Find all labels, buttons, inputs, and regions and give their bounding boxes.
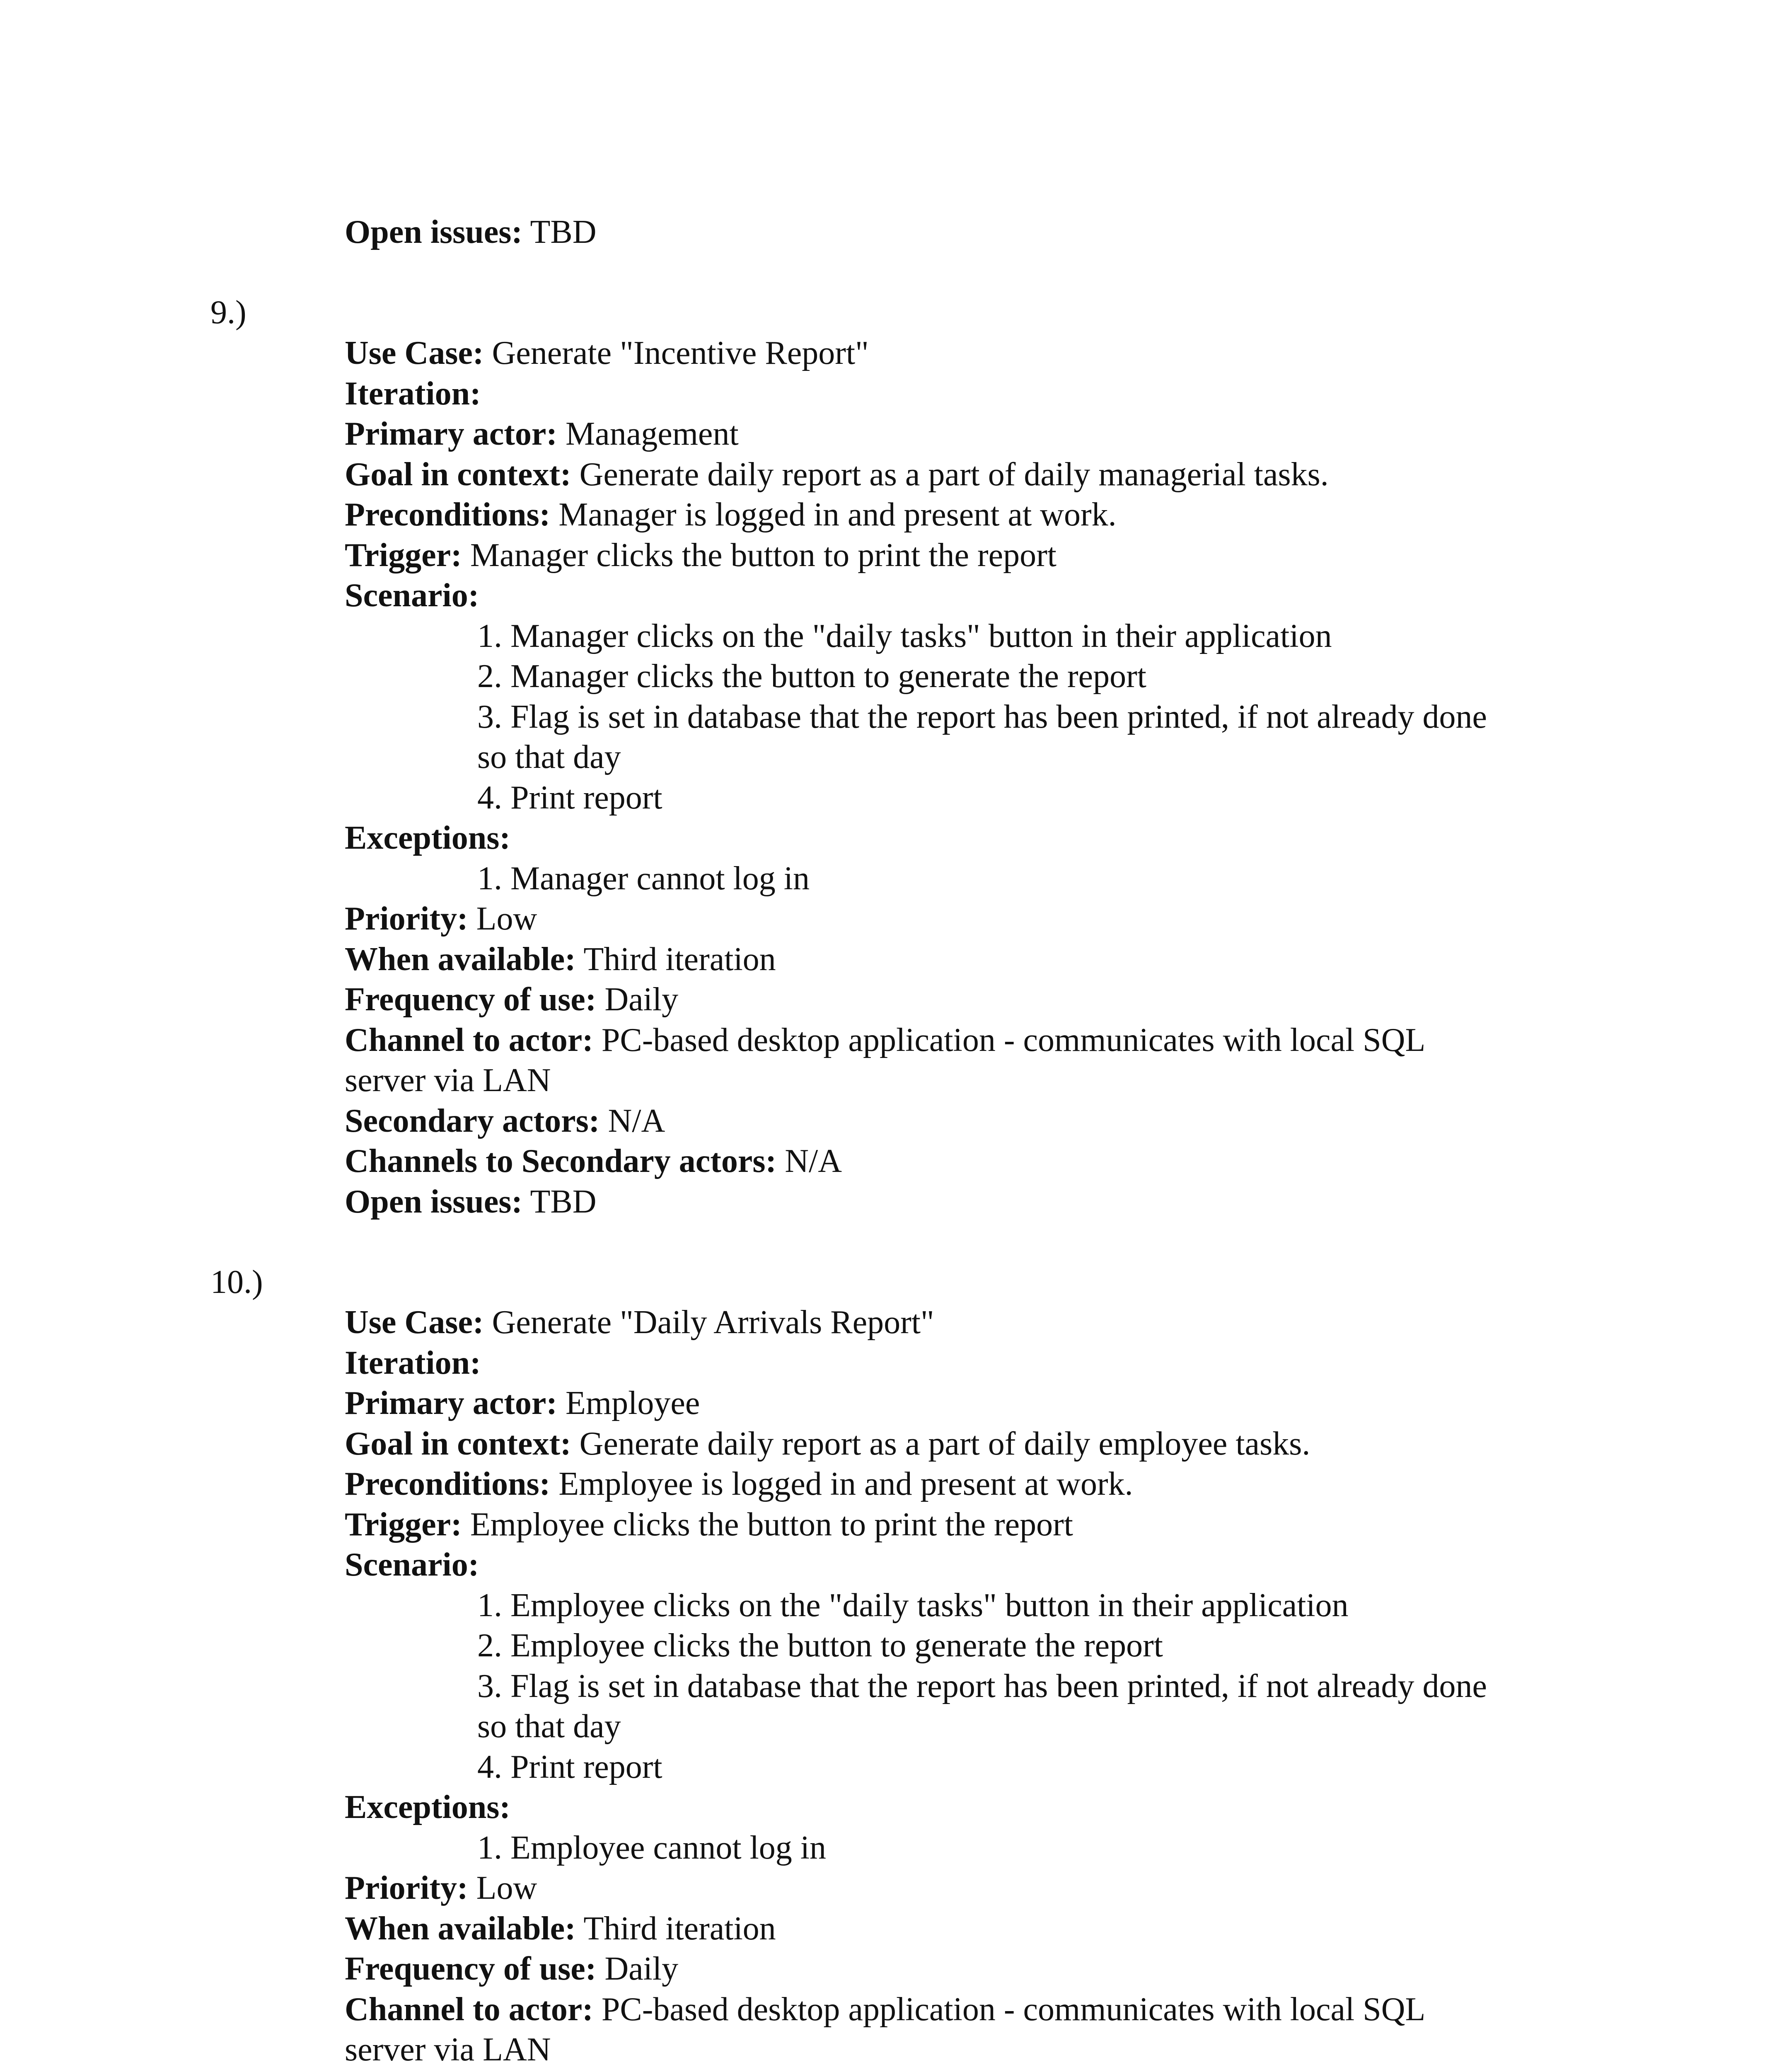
trigger-line: [345, 1505, 1073, 1544]
primary-actor-value: Management: [557, 416, 739, 452]
frequency-line: [345, 980, 678, 1019]
use-case-number: 9.): [210, 294, 247, 331]
primary-actor-line: [345, 1383, 700, 1423]
primary-actor-label: Primary actor:: [345, 1385, 558, 1421]
use-case-line: [345, 1302, 934, 1342]
iteration-line: [345, 1343, 481, 1383]
channel-line: [345, 1020, 1425, 1060]
preconditions-line: [345, 1464, 1133, 1504]
exceptions-label: Exceptions:: [345, 820, 510, 856]
channel-value: PC-based desktop application - communicates with local SQL: [593, 1022, 1426, 1058]
exception-item: 1. Manager cannot log in: [477, 860, 810, 897]
scenario-line: [345, 576, 479, 615]
preconditions-line: [345, 495, 1117, 535]
channels-secondary-label: Channels to Secondary actors:: [345, 1143, 777, 1179]
exception-item: 1. Employee cannot log in: [477, 1830, 827, 1866]
goal-label: Goal in context:: [345, 456, 571, 493]
use-case-value: Generate "Incentive Report": [484, 335, 869, 371]
channel-value: PC-based desktop application - communicates with local SQL: [593, 1991, 1426, 2028]
scenario-label: Scenario:: [345, 577, 479, 614]
scenario-step: 2. Manager clicks the button to generate the report: [477, 658, 1146, 695]
open-issues-line: [345, 1182, 597, 1222]
trigger-value: Employee clicks the button to print the report: [462, 1506, 1073, 1543]
scenario-step: 4. Print report: [477, 1749, 662, 1785]
primary-actor-label: Primary actor:: [345, 416, 558, 452]
priority-value: Low: [468, 1870, 537, 1906]
frequency-label: Frequency of use:: [345, 1951, 597, 1987]
channel-line: [345, 1990, 1425, 2029]
exceptions-line: [345, 818, 510, 858]
trigger-value: Manager clicks the button to print the report: [462, 537, 1056, 574]
scenario-step: 3. Flag is set in database that the report has been printed, if not already done: [477, 1668, 1487, 1704]
when-available-label: When available:: [345, 941, 576, 978]
preconditions-label: Preconditions:: [345, 496, 551, 533]
when-available-label: When available:: [345, 1910, 576, 1947]
priority-line: [345, 1868, 537, 1908]
secondary-actors-value: N/A: [600, 1103, 665, 1139]
priority-line: [345, 899, 537, 939]
scenario-step-continued: so that day: [477, 739, 621, 775]
channel-line-continued: server via LAN: [345, 2031, 551, 2068]
exceptions-line: [345, 1787, 510, 1827]
open-issues-value: TBD: [522, 214, 597, 250]
preconditions-label: Preconditions:: [345, 1466, 551, 1502]
frequency-value: Daily: [596, 981, 679, 1018]
priority-label: Priority:: [345, 1870, 468, 1906]
iteration-label: Iteration:: [345, 375, 481, 412]
channel-label: Channel to actor:: [345, 1991, 593, 2028]
frequency-value: Daily: [596, 1951, 679, 1987]
scenario-step: 4. Print report: [477, 779, 662, 816]
when-available-line: [345, 939, 776, 979]
primary-actor-value: Employee: [557, 1385, 700, 1421]
when-available-value: Third iteration: [575, 941, 776, 978]
scenario-step: 1. Manager clicks on the "daily tasks" button in their application: [477, 618, 1332, 654]
goal-label: Goal in context:: [345, 1426, 571, 1462]
scenario-step: 3. Flag is set in database that the report has been printed, if not already done: [477, 699, 1487, 735]
secondary-actors-label: Secondary actors:: [345, 1103, 600, 1139]
preconditions-value: Employee is logged in and present at work.: [550, 1466, 1133, 1502]
secondary-actors-line: [345, 1101, 665, 1141]
scenario-step-continued: so that day: [477, 1708, 621, 1745]
priority-value: Low: [468, 900, 537, 937]
preconditions-value: Manager is logged in and present at work.: [550, 496, 1117, 533]
frequency-line: [345, 1949, 678, 1989]
channels-secondary-value: N/A: [776, 1143, 842, 1179]
use-case-value: Generate "Daily Arrivals Report": [484, 1304, 934, 1341]
goal-line: [345, 455, 1329, 494]
trigger-label: Trigger:: [345, 1506, 462, 1543]
scenario-step: 1. Employee clicks on the "daily tasks" button in their application: [477, 1587, 1349, 1624]
open-issues-label: Open issues:: [345, 214, 522, 250]
channel-label: Channel to actor:: [345, 1022, 593, 1058]
goal-line: [345, 1424, 1310, 1464]
when-available-line: [345, 1909, 776, 1949]
use-case-number: 10.): [210, 1264, 263, 1300]
scenario-step: 2. Employee clicks the button to generate the report: [477, 1627, 1163, 1664]
channels-secondary-line: [345, 1141, 842, 1181]
scenario-line: [345, 1545, 479, 1585]
trigger-label: Trigger:: [345, 537, 462, 574]
use-case-label: Use Case:: [345, 1304, 484, 1341]
iteration-label: Iteration:: [345, 1345, 481, 1381]
open-issues-label: Open issues:: [345, 1184, 522, 1220]
open-issues-line: [345, 212, 597, 252]
use-case-line: [345, 333, 869, 373]
priority-label: Priority:: [345, 900, 468, 937]
open-issues-value: TBD: [522, 1184, 597, 1220]
iteration-line: [345, 374, 481, 414]
primary-actor-line: [345, 414, 739, 454]
exceptions-label: Exceptions:: [345, 1789, 510, 1825]
use-case-label: Use Case:: [345, 335, 484, 371]
channel-line-continued: server via LAN: [345, 1062, 551, 1099]
trigger-line: [345, 535, 1056, 575]
frequency-label: Frequency of use:: [345, 981, 597, 1018]
scenario-label: Scenario:: [345, 1547, 479, 1583]
goal-value: Generate daily report as a part of daily managerial tasks.: [571, 456, 1329, 493]
goal-value: Generate daily report as a part of daily employee tasks.: [571, 1426, 1310, 1462]
when-available-value: Third iteration: [575, 1910, 776, 1947]
